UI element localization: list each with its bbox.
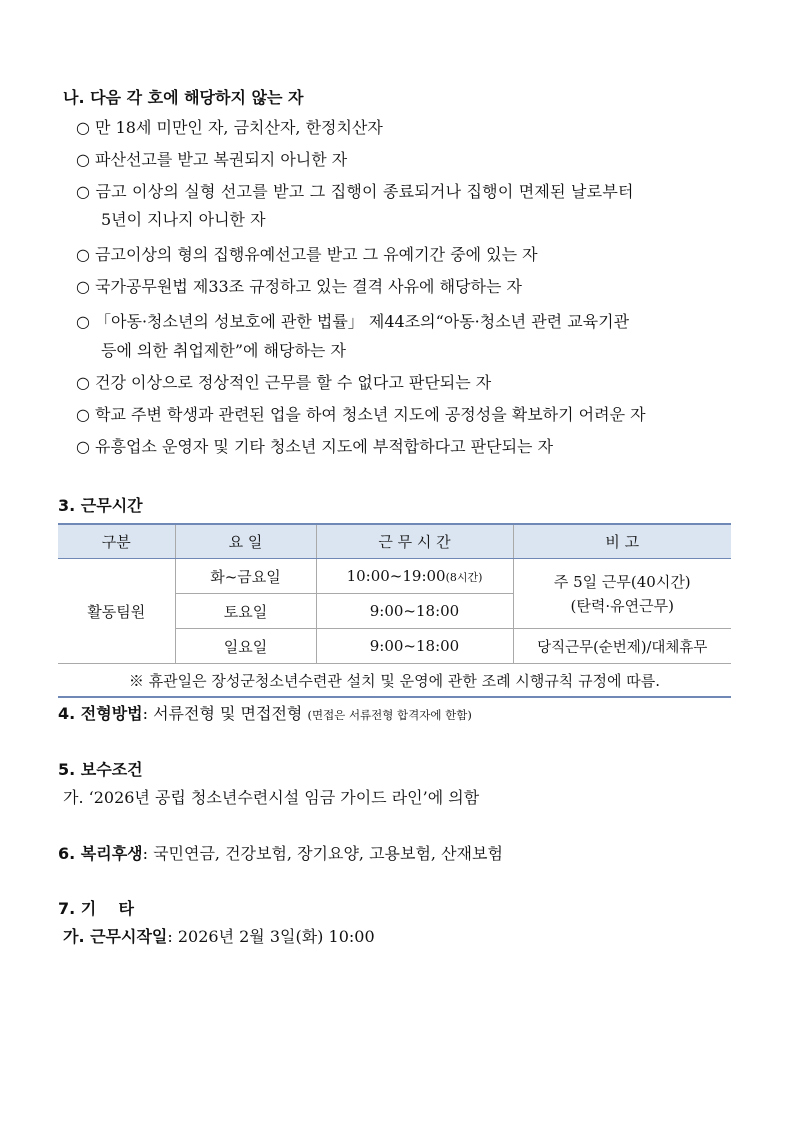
section-3-heading: 3. 근무시간 [58, 496, 143, 515]
time-cell: 9:00~18:00 [316, 629, 513, 664]
section-5-heading: 5. 보수조건 [58, 760, 143, 779]
section-na-heading: 나. 다음 각 호에 해당하지 않는 자 [63, 88, 304, 107]
header-day: 요 일 [175, 524, 316, 559]
section-7-heading: 7. 기 타 [58, 899, 134, 918]
list-item: ○ 금고 이상의 실형 선고를 받고 그 집행이 종료되거나 집행이 면제된 날로부터 [76, 182, 634, 201]
time-cell [316, 559, 513, 594]
day-cell: 일요일 [175, 629, 316, 664]
table-row [58, 559, 731, 594]
time-value: 10:00~19:00 [346, 567, 446, 585]
section-4-note: (면접은 서류전형 합격자에 한함) [307, 708, 472, 722]
remark-cell: 당직근무(순번제)/대체휴무 [513, 629, 731, 664]
list-item-continuation: 등에 의한 취업제한”에 해당하는 자 [101, 341, 346, 360]
header-work-time: 근 무 시 간 [316, 524, 513, 559]
section-4-label: 4. 전형방법 [58, 704, 143, 723]
remark-line-2: (탄력·유연근무) [570, 596, 674, 615]
table-note: ※ 휴관일은 장성군청소년수련관 설치 및 운영에 관한 조례 시행규칙 규정에 따름. [58, 664, 731, 698]
remark-line-1: 주 5일 근무(40시간) [553, 572, 691, 591]
section-4-line [58, 704, 472, 725]
day-cell: 화~금요일 [175, 559, 316, 594]
list-item: ○ 「아동·청소년의 성보호에 관한 법률」 제44조의“아동·청소년 관련 교육기관 [76, 312, 630, 331]
list-item: ○ 국가공무원법 제33조 규정하고 있는 결격 사유에 해당하는 자 [76, 277, 522, 296]
table-note-row [58, 664, 731, 698]
section-6-text: : 국민연금, 건강보험, 장기요양, 고용보험, 산재보험 [142, 844, 503, 863]
remark-merged-cell [513, 559, 731, 629]
list-item: ○ 학교 주변 학생과 관련된 업을 하여 청소년 지도에 공정성을 확보하기 어려운 자 [76, 405, 646, 424]
section-5-item: 가. ‘2026년 공립 청소년수련시설 임금 가이드 라인’에 의함 [63, 788, 480, 807]
list-item: ○ 만 18세 미만인 자, 금치산자, 한정치산자 [76, 118, 383, 137]
header-remark: 비 고 [513, 524, 731, 559]
day-cell: 토요일 [175, 594, 316, 629]
section-6-label: 6. 복리후생 [58, 844, 143, 863]
group-label: 활동팀원 [58, 559, 175, 664]
section-7-item-label: 가. 근무시작일 [63, 927, 168, 946]
list-item-continuation: 5년이 지나지 아니한 자 [101, 210, 266, 229]
list-item: ○ 유흥업소 운영자 및 기타 청소년 지도에 부적합하다고 판단되는 자 [76, 437, 554, 456]
time-note: (8시간) [445, 571, 483, 584]
work-hours-table [58, 523, 731, 698]
list-item: ○ 파산선고를 받고 복권되지 아니한 자 [76, 150, 348, 169]
section-6-line [58, 844, 503, 864]
section-7-item-text: : 2026년 2월 3일(화) 10:00 [167, 927, 375, 946]
list-item: ○ 건강 이상으로 정상적인 근무를 할 수 없다고 판단되는 자 [76, 373, 492, 392]
header-category: 구분 [58, 524, 175, 559]
time-cell: 9:00~18:00 [316, 594, 513, 629]
list-item: ○ 금고이상의 형의 집행유예선고를 받고 그 유예기간 중에 있는 자 [76, 245, 538, 264]
section-7-item [63, 927, 375, 947]
table-header-row [58, 524, 731, 559]
section-4-text: : 서류전형 및 면접전형 [142, 704, 303, 723]
